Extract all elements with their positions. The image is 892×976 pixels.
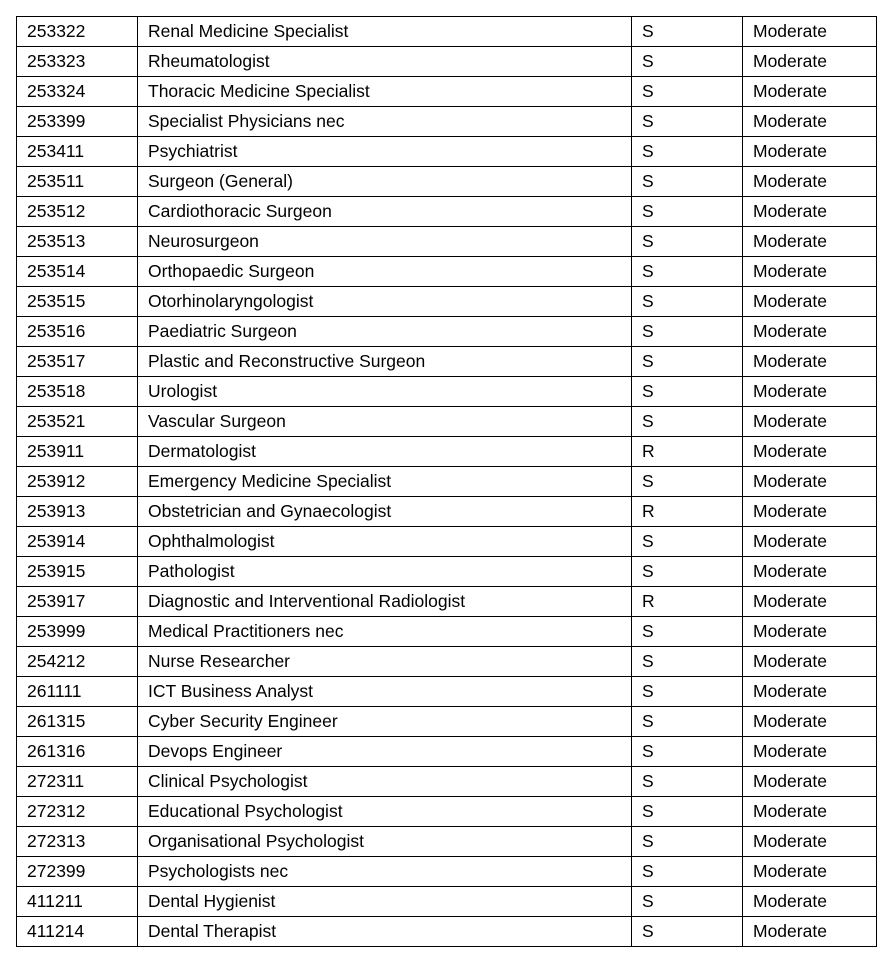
level-cell: Moderate bbox=[743, 797, 877, 827]
level-cell: Moderate bbox=[743, 707, 877, 737]
status-flag-cell: S bbox=[632, 857, 743, 887]
occupation-name-cell: Neurosurgeon bbox=[138, 227, 632, 257]
occupation-code-cell: 272311 bbox=[17, 767, 138, 797]
level-cell: Moderate bbox=[743, 317, 877, 347]
occupation-table bbox=[16, 16, 877, 947]
table-row bbox=[17, 377, 877, 407]
occupation-code-cell: 253521 bbox=[17, 407, 138, 437]
occupation-name-cell: Ophthalmologist bbox=[138, 527, 632, 557]
level-cell: Moderate bbox=[743, 437, 877, 467]
occupation-name-cell: Devops Engineer bbox=[138, 737, 632, 767]
table-body bbox=[17, 17, 877, 947]
table-row bbox=[17, 527, 877, 557]
occupation-code-cell: 253917 bbox=[17, 587, 138, 617]
status-flag-cell: S bbox=[632, 827, 743, 857]
status-flag-cell: S bbox=[632, 737, 743, 767]
occupation-code-cell: 253322 bbox=[17, 17, 138, 47]
level-cell: Moderate bbox=[743, 767, 877, 797]
table-row bbox=[17, 77, 877, 107]
level-cell: Moderate bbox=[743, 377, 877, 407]
status-flag-cell: S bbox=[632, 137, 743, 167]
status-flag-cell: S bbox=[632, 707, 743, 737]
occupation-code-cell: 253912 bbox=[17, 467, 138, 497]
level-cell: Moderate bbox=[743, 557, 877, 587]
table-row bbox=[17, 317, 877, 347]
status-flag-cell: S bbox=[632, 317, 743, 347]
table-row bbox=[17, 107, 877, 137]
table-row bbox=[17, 17, 877, 47]
occupation-code-cell: 272313 bbox=[17, 827, 138, 857]
occupation-name-cell: Dental Therapist bbox=[138, 917, 632, 947]
occupation-code-cell: 261316 bbox=[17, 737, 138, 767]
occupation-code-cell: 253516 bbox=[17, 317, 138, 347]
table-row bbox=[17, 917, 877, 947]
status-flag-cell: S bbox=[632, 887, 743, 917]
level-cell: Moderate bbox=[743, 407, 877, 437]
status-flag-cell: R bbox=[632, 587, 743, 617]
status-flag-cell: S bbox=[632, 407, 743, 437]
occupation-code-cell: 253323 bbox=[17, 47, 138, 77]
occupation-name-cell: Emergency Medicine Specialist bbox=[138, 467, 632, 497]
status-flag-cell: S bbox=[632, 467, 743, 497]
table-row bbox=[17, 347, 877, 377]
level-cell: Moderate bbox=[743, 917, 877, 947]
table-row bbox=[17, 887, 877, 917]
occupation-code-cell: 261315 bbox=[17, 707, 138, 737]
occupation-name-cell: Renal Medicine Specialist bbox=[138, 17, 632, 47]
level-cell: Moderate bbox=[743, 827, 877, 857]
level-cell: Moderate bbox=[743, 617, 877, 647]
level-cell: Moderate bbox=[743, 107, 877, 137]
level-cell: Moderate bbox=[743, 167, 877, 197]
occupation-name-cell: Vascular Surgeon bbox=[138, 407, 632, 437]
occupation-code-cell: 253399 bbox=[17, 107, 138, 137]
level-cell: Moderate bbox=[743, 347, 877, 377]
level-cell: Moderate bbox=[743, 197, 877, 227]
level-cell: Moderate bbox=[743, 467, 877, 497]
table-row bbox=[17, 497, 877, 527]
occupation-code-cell: 253911 bbox=[17, 437, 138, 467]
level-cell: Moderate bbox=[743, 17, 877, 47]
level-cell: Moderate bbox=[743, 77, 877, 107]
occupation-name-cell: Plastic and Reconstructive Surgeon bbox=[138, 347, 632, 377]
occupation-table-container bbox=[16, 16, 877, 947]
occupation-name-cell: Diagnostic and Interventional Radiologist bbox=[138, 587, 632, 617]
table-row bbox=[17, 857, 877, 887]
status-flag-cell: S bbox=[632, 77, 743, 107]
occupation-name-cell: Psychiatrist bbox=[138, 137, 632, 167]
occupation-name-cell: Cyber Security Engineer bbox=[138, 707, 632, 737]
status-flag-cell: S bbox=[632, 257, 743, 287]
occupation-code-cell: 253511 bbox=[17, 167, 138, 197]
occupation-name-cell: Rheumatologist bbox=[138, 47, 632, 77]
status-flag-cell: R bbox=[632, 437, 743, 467]
occupation-name-cell: Dermatologist bbox=[138, 437, 632, 467]
status-flag-cell: S bbox=[632, 527, 743, 557]
occupation-code-cell: 253517 bbox=[17, 347, 138, 377]
status-flag-cell: S bbox=[632, 227, 743, 257]
occupation-name-cell: Pathologist bbox=[138, 557, 632, 587]
occupation-name-cell: Paediatric Surgeon bbox=[138, 317, 632, 347]
level-cell: Moderate bbox=[743, 587, 877, 617]
occupation-code-cell: 272399 bbox=[17, 857, 138, 887]
table-row bbox=[17, 707, 877, 737]
table-row bbox=[17, 677, 877, 707]
occupation-code-cell: 253411 bbox=[17, 137, 138, 167]
status-flag-cell: S bbox=[632, 677, 743, 707]
table-row bbox=[17, 227, 877, 257]
status-flag-cell: S bbox=[632, 17, 743, 47]
table-row bbox=[17, 767, 877, 797]
table-row bbox=[17, 827, 877, 857]
table-row bbox=[17, 557, 877, 587]
occupation-code-cell: 253324 bbox=[17, 77, 138, 107]
level-cell: Moderate bbox=[743, 227, 877, 257]
status-flag-cell: S bbox=[632, 617, 743, 647]
status-flag-cell: S bbox=[632, 767, 743, 797]
status-flag-cell: S bbox=[632, 347, 743, 377]
occupation-name-cell: Surgeon (General) bbox=[138, 167, 632, 197]
status-flag-cell: S bbox=[632, 647, 743, 677]
occupation-name-cell: Orthopaedic Surgeon bbox=[138, 257, 632, 287]
occupation-name-cell: Clinical Psychologist bbox=[138, 767, 632, 797]
occupation-code-cell: 253999 bbox=[17, 617, 138, 647]
occupation-code-cell: 253518 bbox=[17, 377, 138, 407]
table-row bbox=[17, 437, 877, 467]
occupation-name-cell: Otorhinolaryngologist bbox=[138, 287, 632, 317]
status-flag-cell: S bbox=[632, 197, 743, 227]
occupation-name-cell: Dental Hygienist bbox=[138, 887, 632, 917]
status-flag-cell: S bbox=[632, 797, 743, 827]
level-cell: Moderate bbox=[743, 497, 877, 527]
level-cell: Moderate bbox=[743, 857, 877, 887]
status-flag-cell: S bbox=[632, 107, 743, 137]
table-row bbox=[17, 47, 877, 77]
table-row bbox=[17, 257, 877, 287]
table-row bbox=[17, 737, 877, 767]
occupation-code-cell: 253513 bbox=[17, 227, 138, 257]
status-flag-cell: S bbox=[632, 917, 743, 947]
occupation-code-cell: 411211 bbox=[17, 887, 138, 917]
table-row bbox=[17, 587, 877, 617]
occupation-name-cell: Obstetrician and Gynaecologist bbox=[138, 497, 632, 527]
table-row bbox=[17, 797, 877, 827]
occupation-code-cell: 253512 bbox=[17, 197, 138, 227]
occupation-code-cell: 253913 bbox=[17, 497, 138, 527]
level-cell: Moderate bbox=[743, 737, 877, 767]
level-cell: Moderate bbox=[743, 527, 877, 557]
status-flag-cell: S bbox=[632, 167, 743, 197]
occupation-name-cell: Nurse Researcher bbox=[138, 647, 632, 677]
occupation-name-cell: Specialist Physicians nec bbox=[138, 107, 632, 137]
level-cell: Moderate bbox=[743, 47, 877, 77]
occupation-name-cell: Cardiothoracic Surgeon bbox=[138, 197, 632, 227]
occupation-name-cell: Educational Psychologist bbox=[138, 797, 632, 827]
occupation-name-cell: Thoracic Medicine Specialist bbox=[138, 77, 632, 107]
occupation-code-cell: 253515 bbox=[17, 287, 138, 317]
occupation-code-cell: 272312 bbox=[17, 797, 138, 827]
table-row bbox=[17, 617, 877, 647]
table-row bbox=[17, 167, 877, 197]
table-row bbox=[17, 407, 877, 437]
level-cell: Moderate bbox=[743, 677, 877, 707]
occupation-name-cell: Urologist bbox=[138, 377, 632, 407]
occupation-name-cell: Medical Practitioners nec bbox=[138, 617, 632, 647]
status-flag-cell: R bbox=[632, 497, 743, 527]
status-flag-cell: S bbox=[632, 557, 743, 587]
occupation-code-cell: 254212 bbox=[17, 647, 138, 677]
occupation-code-cell: 253514 bbox=[17, 257, 138, 287]
status-flag-cell: S bbox=[632, 47, 743, 77]
status-flag-cell: S bbox=[632, 377, 743, 407]
level-cell: Moderate bbox=[743, 287, 877, 317]
occupation-code-cell: 261111 bbox=[17, 677, 138, 707]
status-flag-cell: S bbox=[632, 287, 743, 317]
occupation-name-cell: ICT Business Analyst bbox=[138, 677, 632, 707]
table-row bbox=[17, 467, 877, 497]
level-cell: Moderate bbox=[743, 887, 877, 917]
level-cell: Moderate bbox=[743, 257, 877, 287]
table-row bbox=[17, 647, 877, 677]
occupation-name-cell: Psychologists nec bbox=[138, 857, 632, 887]
table-row bbox=[17, 287, 877, 317]
occupation-code-cell: 253915 bbox=[17, 557, 138, 587]
occupation-code-cell: 411214 bbox=[17, 917, 138, 947]
level-cell: Moderate bbox=[743, 137, 877, 167]
table-row bbox=[17, 197, 877, 227]
level-cell: Moderate bbox=[743, 647, 877, 677]
occupation-code-cell: 253914 bbox=[17, 527, 138, 557]
table-row bbox=[17, 137, 877, 167]
occupation-name-cell: Organisational Psychologist bbox=[138, 827, 632, 857]
